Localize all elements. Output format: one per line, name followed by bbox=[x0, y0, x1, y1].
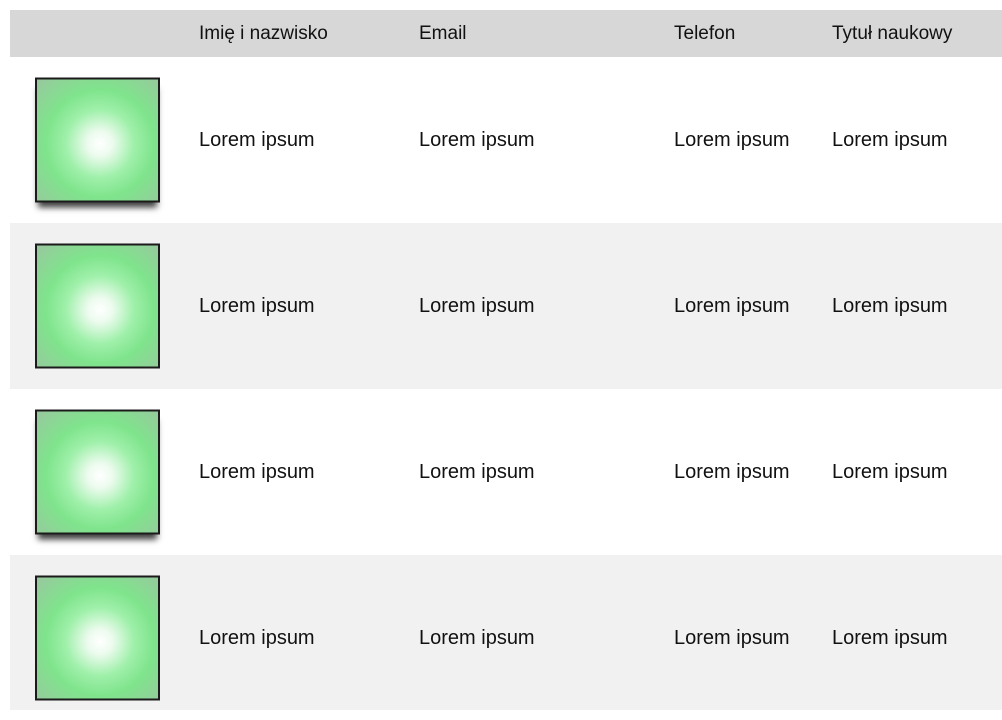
email-cell: Lorem ipsum bbox=[419, 294, 535, 317]
avatar-placeholder-icon bbox=[35, 410, 160, 535]
table-row bbox=[10, 57, 1002, 223]
table-body bbox=[10, 57, 1002, 710]
avatar-cell bbox=[10, 57, 186, 223]
avatar-placeholder-icon bbox=[35, 244, 160, 369]
phone-cell: Lorem ipsum bbox=[674, 128, 790, 151]
academic-title-cell: Lorem ipsum bbox=[832, 294, 948, 317]
avatar-cell bbox=[10, 223, 186, 389]
email-cell: Lorem ipsum bbox=[419, 128, 535, 151]
header-title-column: Tytuł naukowy bbox=[832, 22, 953, 44]
table-header bbox=[10, 10, 1002, 57]
header-email-column: Email bbox=[419, 22, 467, 44]
avatar-placeholder-icon bbox=[35, 78, 160, 203]
email-cell: Lorem ipsum bbox=[419, 460, 535, 483]
phone-cell: Lorem ipsum bbox=[674, 460, 790, 483]
phone-cell: Lorem ipsum bbox=[674, 294, 790, 317]
academic-title-cell: Lorem ipsum bbox=[832, 460, 948, 483]
contacts-table bbox=[10, 10, 1002, 710]
academic-title-cell: Lorem ipsum bbox=[832, 626, 948, 649]
avatar-cell bbox=[10, 389, 186, 555]
academic-title-cell: Lorem ipsum bbox=[832, 128, 948, 151]
phone-cell: Lorem ipsum bbox=[674, 626, 790, 649]
name-cell: Lorem ipsum bbox=[199, 460, 315, 483]
name-cell: Lorem ipsum bbox=[199, 294, 315, 317]
header-avatar-column bbox=[10, 10, 186, 57]
table-row bbox=[10, 555, 1002, 710]
name-cell: Lorem ipsum bbox=[199, 626, 315, 649]
header-name-column: Imię i nazwisko bbox=[199, 22, 328, 44]
name-cell: Lorem ipsum bbox=[199, 128, 315, 151]
avatar-cell bbox=[10, 555, 186, 710]
avatar-placeholder-icon bbox=[35, 576, 160, 701]
table-row bbox=[10, 223, 1002, 389]
header-phone-column: Telefon bbox=[674, 22, 736, 44]
email-cell: Lorem ipsum bbox=[419, 626, 535, 649]
table-row bbox=[10, 389, 1002, 555]
